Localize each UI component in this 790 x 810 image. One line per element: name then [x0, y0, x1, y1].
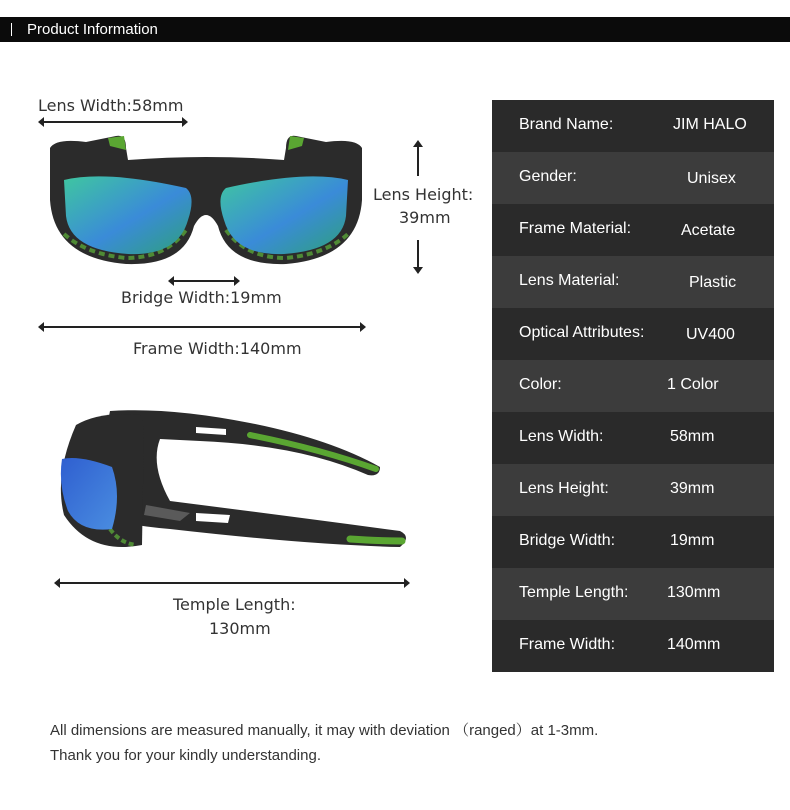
header-bar — [0, 17, 790, 42]
spec-table — [492, 100, 774, 672]
temple-length-label: Temple Length: — [173, 595, 296, 614]
spec-value: Plastic — [689, 274, 737, 291]
page-title: Product Information — [27, 21, 158, 38]
spec-value: JIM HALO — [673, 116, 747, 133]
spec-value: 140mm — [667, 636, 721, 653]
spec-label: Color: — [519, 376, 562, 393]
spec-label: Frame Material: — [519, 220, 632, 237]
spec-value: 58mm — [670, 428, 715, 445]
header-marker — [11, 23, 12, 36]
spec-label: Lens Width: — [519, 428, 604, 445]
lens-height-label: Lens Height: — [373, 185, 474, 204]
spec-label: Gender: — [519, 168, 577, 185]
lens-height-arrow-up — [417, 146, 419, 176]
spec-label: Lens Height: — [519, 480, 609, 497]
spec-value: 130mm — [667, 584, 721, 601]
side-view-glasses-image — [50, 405, 410, 555]
disclaimer-note: All dimensions are measured manually, it may with deviation （ranged）at 1-3mm. — [50, 722, 599, 739]
spec-label: Frame Width: — [519, 636, 616, 653]
lens-height-arrow-down — [417, 240, 419, 268]
spec-row-temple-length — [492, 568, 774, 620]
thanks-note: Thank you for your kindly understanding. — [50, 747, 321, 764]
spec-label: Lens Material: — [519, 272, 620, 289]
spec-row-brand-name — [492, 100, 774, 152]
spec-row-color — [492, 360, 774, 412]
frame-width-label: Frame Width:140mm — [133, 339, 302, 358]
spec-row-optical-attributes — [492, 308, 774, 360]
spec-row-frame-width — [492, 620, 774, 672]
spec-value: UV400 — [686, 326, 735, 343]
spec-value: Acetate — [681, 222, 736, 239]
spec-value: Unisex — [687, 170, 736, 187]
temple-length-value: 130mm — [209, 619, 271, 638]
frame-width-arrow — [44, 326, 360, 328]
spec-value: 39mm — [670, 480, 715, 497]
lens-width-arrow — [44, 121, 182, 123]
spec-row-frame-material — [492, 204, 774, 256]
front-view-glasses-image — [46, 130, 366, 270]
spec-label: Temple Length: — [519, 584, 629, 601]
spec-label: Brand Name: — [519, 116, 614, 133]
spec-value: 1 Color — [667, 376, 719, 393]
spec-label: Optical Attributes: — [519, 324, 645, 341]
spec-row-lens-material — [492, 256, 774, 308]
bridge-width-label: Bridge Width:19mm — [121, 288, 282, 307]
bridge-width-arrow — [174, 280, 234, 282]
spec-value: 19mm — [670, 532, 715, 549]
spec-row-bridge-width — [492, 516, 774, 568]
lens-width-label: Lens Width:58mm — [38, 96, 184, 115]
spec-row-lens-height — [492, 464, 774, 516]
lens-height-value: 39mm — [399, 208, 451, 227]
spec-label: Bridge Width: — [519, 532, 616, 549]
spec-row-lens-width — [492, 412, 774, 464]
temple-length-arrow — [60, 582, 404, 584]
spec-row-gender — [492, 152, 774, 204]
